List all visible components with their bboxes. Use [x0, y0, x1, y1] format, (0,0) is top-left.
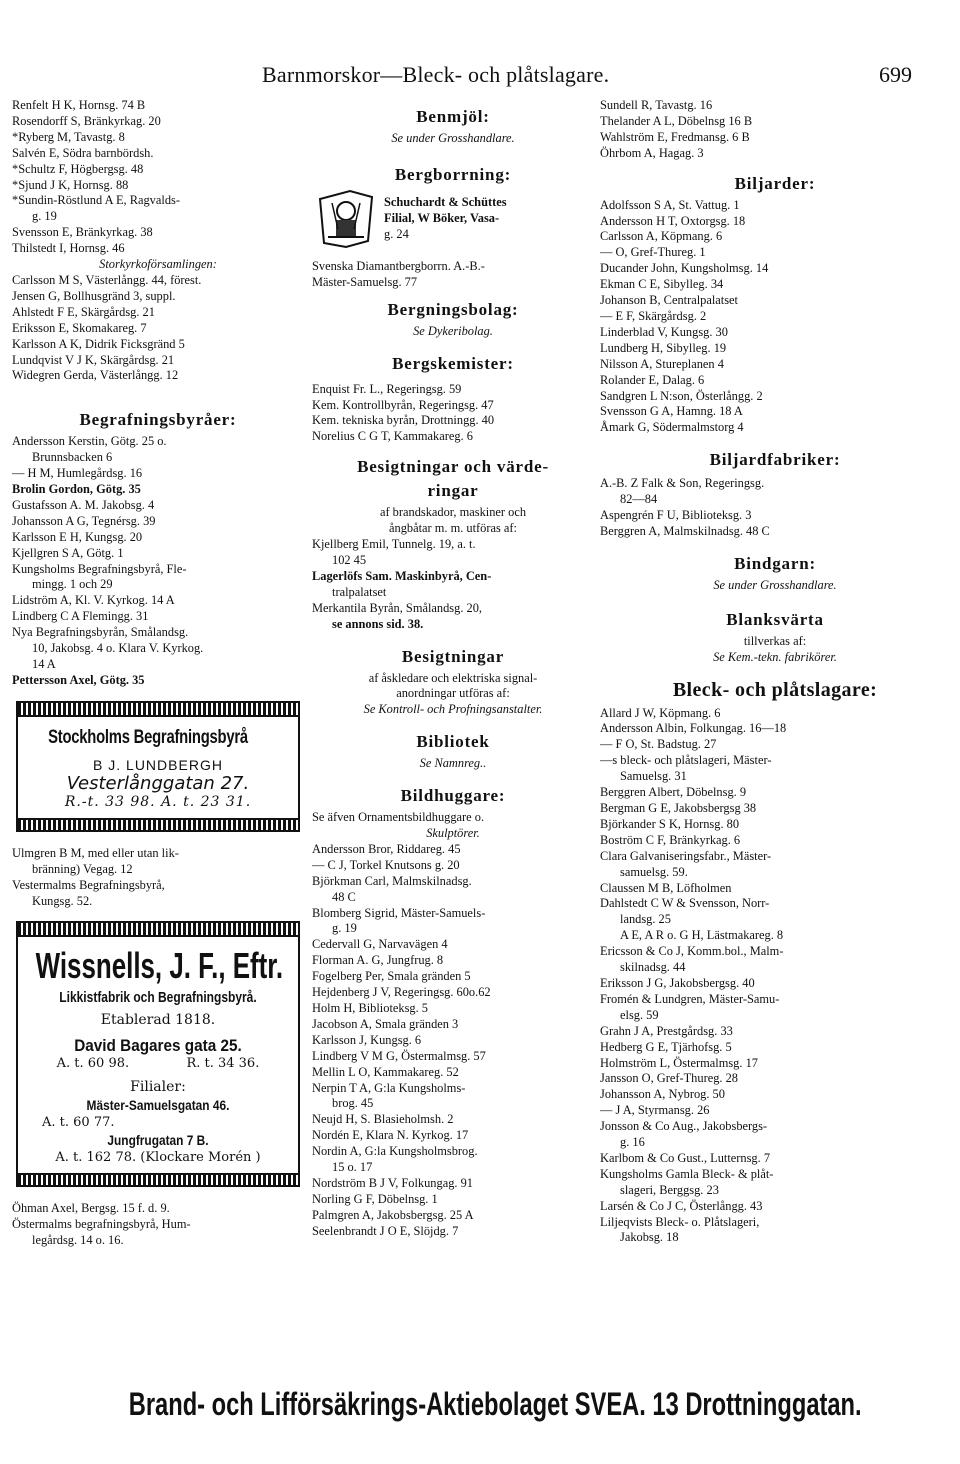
directory-entry: *Sundin-Röstlund A E, Ragvalds- — [12, 193, 180, 208]
section-heading: Benmjöl: — [416, 107, 490, 126]
directory-entry: 102 45 — [332, 552, 367, 567]
directory-entry: Lagerlöfs Sam. Maskinbyrå, Cen- — [312, 568, 492, 583]
directory-entry: *Schultz F, Högbergsg. 48 — [12, 161, 144, 176]
section-heading: Bergskemister: — [392, 353, 514, 373]
directory-entry: Björkander S K, Hornsg. 80 — [600, 816, 740, 831]
ad-tagline: Likkistfabrik och Begrafningsbyrå. — [59, 989, 257, 1007]
directory-entry: Cedervall G, Narvavägen 4 — [312, 937, 448, 952]
directory-entry: Boström C F, Bränkyrkag. 6 — [600, 832, 741, 847]
ad-phone: R.-t. 33 98. A. t. 23 31. — [64, 793, 252, 810]
directory-entry: skilnadsg. 44 — [620, 960, 686, 975]
advertisement-wissnells — [16, 921, 300, 1187]
directory-entry: Mäster-Samuelsg. 77 — [312, 274, 418, 289]
directory-entry: Merkantila Byrån, Smålandsg. 20, — [312, 600, 482, 615]
directory-entry: — J A, Styrmansg. 26 — [600, 1103, 710, 1118]
ad-border-bottom — [18, 818, 298, 830]
directory-entry: Jacobson A, Smala gränden 3 — [312, 1016, 459, 1031]
directory-entry: Jakobsg. 18 — [620, 1230, 679, 1245]
directory-entry: Adolfsson S A, St. Vattug. 1 — [600, 197, 740, 212]
directory-entry: — F O, St. Badstug. 27 — [600, 737, 717, 752]
directory-entry: Florman A. G, Jungfrug. 8 — [312, 953, 444, 968]
directory-entry: Nordin A, G:la Kungsholmsbrog. — [312, 1144, 478, 1159]
directory-entry: Öhrbom A, Hagag. 3 — [600, 145, 704, 160]
directory-entry: Carlsson A, Köpmang. 6 — [600, 229, 723, 244]
directory-entry: Seelenbrandt J O E, Slöjdg. 7 — [312, 1223, 459, 1238]
directory-entry: Brolin Gordon, Götg. 35 — [12, 482, 141, 497]
directory-entry: Neujd H, S. Blasieholmsh. 2 — [312, 1112, 454, 1127]
directory-entry: Karlsson E H, Kungsg. 20 — [12, 529, 143, 544]
directory-entry: Se Kem.-tekn. fabrikörer. — [713, 649, 837, 664]
page-header — [0, 62, 960, 92]
ad-company-name: Wissnells, J. F., Eftr. — [35, 945, 284, 987]
directory-entry: 10, Jakobsg. 4 o. Klara V. Kyrkog. — [32, 641, 204, 656]
directory-entry: —s bleck- och plåtslageri, Mäster- — [600, 753, 772, 768]
ad-company-name: Stockholms Begrafningsbyrå — [48, 726, 248, 748]
directory-entry: bränning) Vegag. 12 — [32, 861, 133, 876]
section-heading: ringar — [427, 481, 479, 501]
directory-entry: *Ryberg M, Tavastg. 8 — [12, 129, 125, 144]
directory-entry: Gustafsson A. M. Jakobsg. 4 — [12, 497, 155, 512]
directory-entry: Fogelberg Per, Smala gränden 5 — [312, 969, 471, 984]
directory-entry: Clara Galvaniseringsfabr., Mäster- — [600, 848, 772, 863]
directory-entry: Renfelt H K, Hornsg. 74 B — [12, 98, 146, 112]
directory-entry: Jensen G, Bollhusgränd 3, suppl. — [12, 288, 176, 303]
directory-entry: Wahlström E, Fredmansg. 6 B — [600, 129, 750, 144]
directory-entry: Lidström A, Kl. V. Kyrkog. 14 A — [12, 593, 175, 608]
directory-entry: Nordén E, Klara N. Kyrkog. 17 — [312, 1128, 469, 1143]
directory-entry: Se Dykeribolag. — [413, 323, 493, 338]
drill-emblem-icon — [314, 189, 378, 249]
section-heading: Biljardfabriker: — [709, 450, 841, 470]
directory-entry: slageri, Berggsg. 23 — [620, 1182, 719, 1197]
directory-entry: Se äfven Ornamentsbildhuggare o. — [312, 810, 485, 825]
directory-entry: Sandgren L N:son, Österlångg. 2 — [600, 388, 763, 403]
section-heading: Bibliotek — [416, 732, 490, 752]
directory-entry: Berggren Albert, Döbelnsg. 9 — [600, 785, 747, 800]
directory-entry: Nya Begrafningsbyrån, Smålandsg. — [12, 625, 189, 640]
directory-entry: Liljeqvists Bleck- o. Plåtslageri, — [600, 1214, 760, 1229]
ad-phones — [28, 1056, 288, 1071]
directory-entry: Ericsson & Co J, Komm.bol., Malm- — [600, 944, 784, 959]
ad-branch-2-phone: A. t. 162 78. (Klockare Morén ) — [55, 1150, 261, 1166]
directory-entry: samuelsg. 59. — [620, 864, 688, 879]
directory-entry: Se under Grosshandlare. — [713, 577, 837, 592]
directory-entry: Karlbom & Co Gust., Lutternsg. 7 — [600, 1150, 771, 1165]
directory-entry: Johansson A, Nybrog. 50 — [600, 1087, 725, 1102]
directory-entry: Jonsson & Co Aug., Jakobsbergs- — [600, 1119, 768, 1134]
directory-entry: Rolander E, Dalag. 6 — [600, 372, 705, 387]
section-heading: Biljarder: — [734, 173, 816, 193]
column-left — [12, 98, 304, 1382]
ad-body — [18, 717, 298, 818]
directory-entry: Lindberg V M G, Östermalmsg. 57 — [312, 1048, 486, 1063]
directory-entry: Aspengrén F U, Biblioteksg. 3 — [600, 508, 752, 523]
section-heading: Besigtningar — [401, 646, 505, 666]
ad-branch-1-phone: A. t. 60 77. — [42, 1115, 115, 1131]
logo-text-line: Filial, W Böker, Vasa- — [384, 210, 500, 225]
directory-entry: se annons sid. 38. — [332, 616, 424, 631]
ad-body — [18, 937, 298, 1173]
ad-border-bottom — [18, 1173, 298, 1185]
directory-entry: Skulptörer. — [426, 826, 480, 841]
directory-entry: Eriksson J G, Jakobsbergsg. 40 — [600, 975, 755, 990]
directory-entry: Kungsholms Gamla Bleck- & plåt- — [600, 1166, 774, 1181]
directory-entry: Dahlstedt C W & Svensson, Norr- — [600, 896, 770, 911]
directory-entry: af brandskador, maskiner och — [379, 505, 527, 520]
section-heading: Bildhuggare: — [400, 786, 506, 806]
directory-entry: Claussen M B, Löfholmen — [600, 880, 732, 895]
page-title: Barnmorskor—Bleck- och plåtslagare. — [262, 62, 610, 87]
directory-entry: Nerpin T A, G:la Kungsholms- — [312, 1080, 466, 1095]
directory-entry: g. 19 — [332, 921, 357, 936]
ad-branch-2: Jungfrugatan 7 B. — [107, 1132, 209, 1149]
directory-entry: Rosendorff S, Bränkyrkag. 20 — [12, 113, 161, 128]
logo-text-line: Schuchardt & Schüttes — [384, 195, 507, 210]
ad-established: Etablerad 1818. — [100, 1012, 216, 1029]
directory-entry: — H M, Humlegårdsg. 16 — [12, 466, 143, 481]
section-heading: Bindgarn: — [734, 553, 816, 573]
ad-phone-r: R. t. 34 36. — [186, 1056, 260, 1072]
section-heading: Bergningsbolag: — [387, 299, 519, 319]
directory-entry: 15 o. 17 — [332, 1160, 373, 1175]
directory-entry: — E F, Skärgårdsg. 2 — [600, 308, 707, 323]
directory-entry: Salvén E, Södra barnbördsh. — [12, 145, 154, 160]
directory-entry: Se under Grosshandlare. — [391, 131, 515, 145]
directory-entry: Östermalms begrafningsbyrå, Hum- — [12, 1217, 191, 1232]
directory-entry: Öhman Axel, Bergsg. 15 f. d. 9. — [12, 1201, 170, 1216]
directory-entry: Grahn J A, Prestgårdsg. 33 — [600, 1023, 733, 1038]
section-heading: Besigtningar och värde- — [357, 457, 549, 477]
directory-entry: Hejdenberg J V, Regeringsg. 60o.62 — [312, 985, 491, 1000]
directory-entry: Storkyrkoförsamlingen: — [99, 257, 217, 272]
advertisement-stockholms-begrafningsbyra — [16, 701, 300, 832]
directory-entry: Svensson G A, Hamng. 18 A — [600, 404, 743, 419]
directory-entry: tralpalatset — [332, 584, 387, 599]
directory-entry: Andersson Kerstin, Götg. 25 o. — [12, 434, 167, 449]
directory-entry: Berggren A, Malmskilnadsg. 48 C — [600, 523, 770, 538]
directory-entry: Bergman G E, Jakobsbergsg 38 — [600, 801, 757, 815]
ad-street: David Bagares gata 25. — [74, 1036, 242, 1056]
directory-entry: Nordström B J V, Folkungag. 91 — [312, 1175, 473, 1190]
directory-entry: Svensson E, Bränkyrkag. 38 — [12, 225, 153, 240]
directory-entry: Se Kontroll- och Profningsanstalter. — [363, 702, 543, 717]
directory-entry: ångbåtar m. m. utföras af: — [389, 521, 517, 536]
directory-entry: brog. 45 — [332, 1096, 374, 1111]
directory-entry: Pettersson Axel, Götg. 35 — [12, 672, 145, 687]
directory-entry: Svenska Diamantbergborrn. A.-B.- — [312, 258, 485, 273]
directory-entry: Samuelsg. 31 — [620, 769, 687, 784]
directory-entry: Kungsholms Begrafningsbyrå, Fle- — [12, 561, 187, 576]
directory-entry: Larsén & Co J C, Österlångg. 43 — [600, 1198, 763, 1213]
directory-entry: 48 C — [332, 889, 356, 904]
directory-entry: anordningar utföras af: — [396, 686, 510, 701]
directory-entry: g. 16 — [620, 1135, 645, 1150]
directory-entry: Brunnsbacken 6 — [32, 450, 113, 465]
directory-entry: — C J, Torkel Knutsons g. 20 — [312, 857, 460, 872]
logo-text — [378, 195, 507, 243]
directory-entry: Fromén & Lundgren, Mäster-Samu- — [600, 991, 780, 1006]
directory-entry: Enquist Fr. L., Regeringsg. 59 — [312, 381, 462, 396]
directory-entry: Karlsson A K, Didrik Ficksgränd 5 — [12, 336, 185, 351]
directory-entry: Eriksson E, Skomakareg. 7 — [12, 320, 147, 335]
directory-entry: Hedberg G E, Tjärhofsg. 5 — [600, 1039, 732, 1054]
directory-entry: Norling G F, Döbelnsg. 1 — [312, 1191, 438, 1206]
directory-entry: — O, Gref-Thureg. 1 — [600, 245, 706, 260]
directory-entry: tillverkas af: — [743, 633, 807, 648]
directory-entry: Kjellberg Emil, Tunnelg. 19, a. t. — [312, 537, 476, 552]
directory-entry: Allard J W, Köpmang. 6 — [600, 705, 721, 720]
footer-banner-text: Brand- och Lifförsäkrings-Aktiebolaget SVEA. 13 Drottninggatan. — [128, 1386, 862, 1422]
section-heading: Bergborrning: — [394, 164, 512, 184]
directory-entry: Lundberg H, Sibylleg. 19 — [600, 340, 727, 355]
directory-entry: Holm H, Biblioteksg. 5 — [312, 1001, 428, 1015]
directory-entry: Norelius C G T, Kammakareg. 6 — [312, 429, 473, 444]
directory-entry: Kem. tekniska byrån, Drottningg. 40 — [312, 413, 495, 428]
directory-entry: Kungsg. 52. — [32, 893, 93, 908]
directory-entry: Kjellgren S A, Götg. 1 — [12, 545, 124, 560]
ad-address: Vesterlånggatan 27. — [66, 772, 250, 794]
directory-entry: Björkman Carl, Malmskilnadsg. — [312, 873, 472, 888]
directory-entry: Lindberg C A Flemingg. 31 — [12, 609, 149, 624]
directory-entry: Nilsson A, Stureplanen 4 — [600, 356, 724, 371]
directory-entry: Vestermalms Begrafningsbyrå, — [12, 877, 165, 892]
ad-border-top — [18, 923, 298, 937]
column-middle — [312, 98, 594, 1382]
directory-entry: Sundell R, Tavastg. 16 — [600, 98, 713, 112]
directory-entry: Widegren Gerda, Västerlångg. 12 — [12, 368, 179, 383]
directory-entry: Andersson H T, Oxtorgsg. 18 — [600, 213, 746, 228]
directory-entry: elsg. 59 — [620, 1007, 659, 1022]
ad-branch-1: Mäster-Samuelsgatan 46. — [86, 1097, 230, 1114]
directory-entry: *Sjund J K, Hornsg. 88 — [12, 177, 129, 192]
section-heading: Blanksvärta — [726, 609, 824, 629]
directory-entry: A E, A R o. G H, Lästmakareg. 8 — [620, 928, 784, 943]
directory-entry: Kem. Kontrollbyrån, Regeringsg. 47 — [312, 397, 494, 412]
directory-entry: Andersson Bror, Riddareg. 45 — [312, 841, 461, 856]
column-right — [600, 98, 950, 1382]
directory-entry: Se Namnreg.. — [419, 756, 487, 771]
directory-entry: Ekman C E, Sibylleg. 34 — [600, 277, 724, 292]
logo-text-line: g. 24 — [384, 226, 409, 241]
directory-entry: Mellin L O, Kammakareg. 52 — [312, 1064, 459, 1079]
ad-owner: B J. LUNDBERGH — [93, 756, 223, 773]
directory-entry: Johansson A G, Tegnérsg. 39 — [12, 513, 156, 528]
directory-entry: af åskledare och elektriska signal- — [368, 670, 538, 685]
company-logo-entry — [314, 189, 594, 249]
directory-entry: landsg. 25 — [620, 912, 671, 927]
directory-entry: g. 19 — [32, 209, 57, 224]
directory-entry: Johanson B, Centralpalatset — [600, 293, 738, 308]
directory-entry: Thelander A L, Döbelnsg 16 B — [600, 113, 753, 128]
directory-entry: A.-B. Z Falk & Son, Regeringsg. — [600, 476, 765, 491]
directory-entry: 82—84 — [620, 492, 658, 507]
section-heading: Begrafningsbyråer: — [79, 410, 237, 430]
directory-entry: Ahlstedt F E, Skärgårdsg. 21 — [12, 304, 155, 319]
ad-phone-a: A. t. 60 98. — [56, 1056, 130, 1072]
directory-entry: Palmgren A, Jakobsbergsg. 25 A — [312, 1207, 474, 1222]
directory-entry: Karlsson J, Kungsg. 6 — [312, 1032, 422, 1047]
ad-border-top — [18, 703, 298, 717]
ad-branches-label: Filialer: — [130, 1079, 186, 1096]
directory-entry: Ducander John, Kungsholmsg. 14 — [600, 261, 769, 276]
directory-entry: 14 A — [32, 657, 56, 671]
directory-entry: Carlsson M S, Västerlångg. 44, förest. — [12, 272, 202, 287]
directory-entry: legårdsg. 14 o. 16. — [32, 1233, 124, 1248]
directory-entry: Holmström L, Östermalmsg. 17 — [600, 1055, 758, 1070]
directory-entry: mingg. 1 och 29 — [32, 577, 113, 592]
directory-entry: Åmark G, Södermalmstorg 4 — [600, 420, 744, 435]
directory-entry: Blomberg Sigrid, Mäster-Samuels- — [312, 905, 486, 920]
directory-entry: Andersson Albin, Folkungag. 16—18 — [600, 721, 787, 736]
directory-entry: Ulmgren B M, med eller utan lik- — [12, 845, 179, 860]
directory-entry: Jansson O, Gref-Thureg. 28 — [600, 1071, 738, 1086]
directory-entry: Lundqvist V J K, Skärgårdsg. 21 — [12, 352, 175, 367]
footer-banner — [0, 1386, 960, 1423]
section-heading: Bleck- och plåtslagare: — [672, 678, 878, 701]
directory-entry: Thilstedt I, Hornsg. 46 — [12, 241, 125, 256]
directory-entry: Linderblad V, Kungsg. 30 — [600, 324, 728, 339]
page-number: 699 — [879, 62, 912, 87]
